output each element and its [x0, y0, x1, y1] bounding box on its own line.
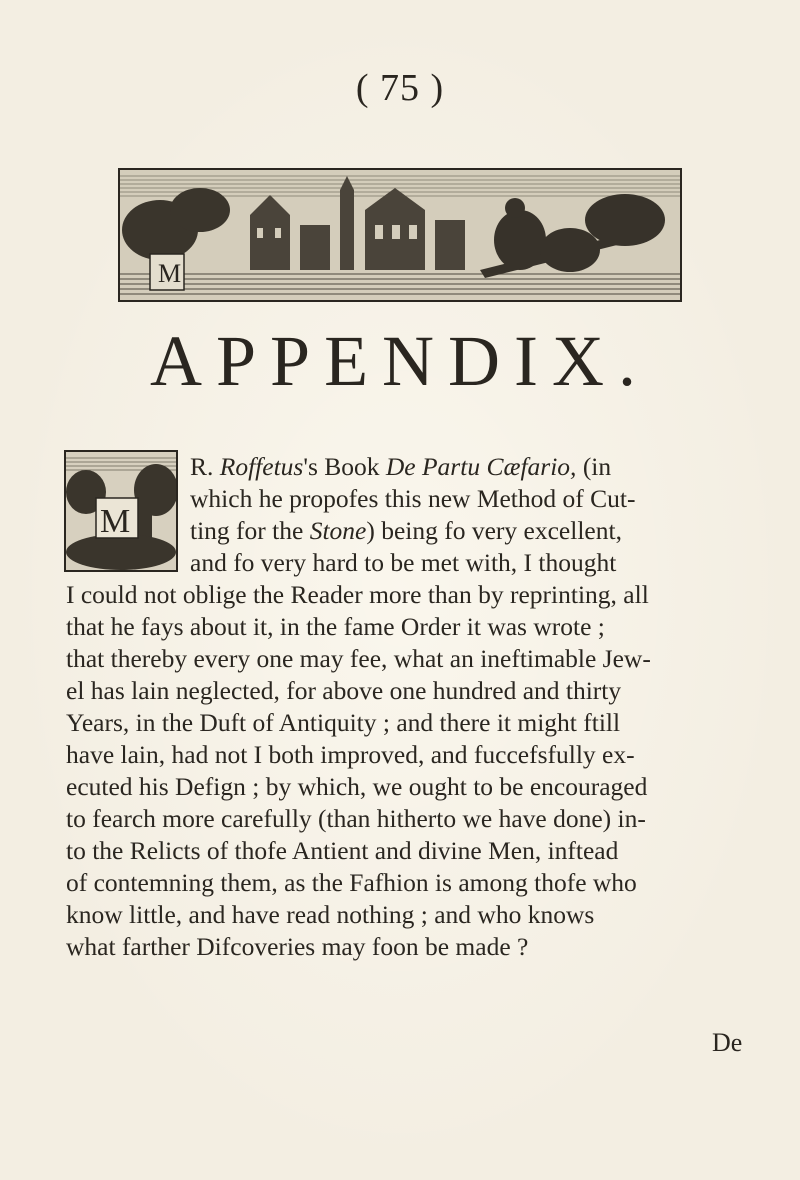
initial-letter: M — [100, 503, 131, 540]
text-line: Years, in the Duft of Antiquity ; and there it might ftill — [66, 708, 621, 737]
text-line: to the Relicts of thofe Antient and divine Men, inftead — [66, 836, 619, 865]
text-line: of contemning them, as the Fafhion is among thofe who — [66, 868, 637, 897]
text-line: that he fays about it, in the fame Order it was wrote ; — [66, 612, 605, 641]
page-number: ( 75 ) — [355, 67, 445, 109]
text-line: ting for the Stone) being fo very excellent, — [190, 516, 622, 545]
text-line: that thereby every one may fee, what an ineftimable Jew- — [66, 644, 651, 673]
text-line: know little, and have read nothing ; and who knows — [66, 900, 595, 929]
headpiece-engraving — [118, 168, 682, 302]
text-line: what farther Difcoveries may foon be made ? — [66, 932, 529, 961]
section-heading: APPENDIX. — [149, 321, 651, 401]
svg-text:M: M — [158, 259, 182, 288]
catchword: De — [712, 1028, 743, 1057]
text-line: have lain, had not I both improved, and fuccefsfully ex- — [66, 740, 635, 769]
text-line: which he propofes this new Method of Cut- — [190, 484, 636, 513]
decorated-initial — [64, 450, 178, 572]
text-line: to fearch more carefully (than hitherto we have done) in- — [66, 804, 646, 833]
text-line: ecuted his Defign ; by which, we ought to be encouraged — [66, 772, 648, 801]
text-line: R. Roffetus's Book De Partu Cæfario, (in — [190, 452, 612, 481]
text-line: and fo very hard to be met with, I thought — [190, 548, 617, 577]
text-line: I could not oblige the Reader more than by reprinting, all — [66, 580, 649, 609]
text-line: el has lain neglected, for above one hundred and thirty — [66, 676, 622, 705]
